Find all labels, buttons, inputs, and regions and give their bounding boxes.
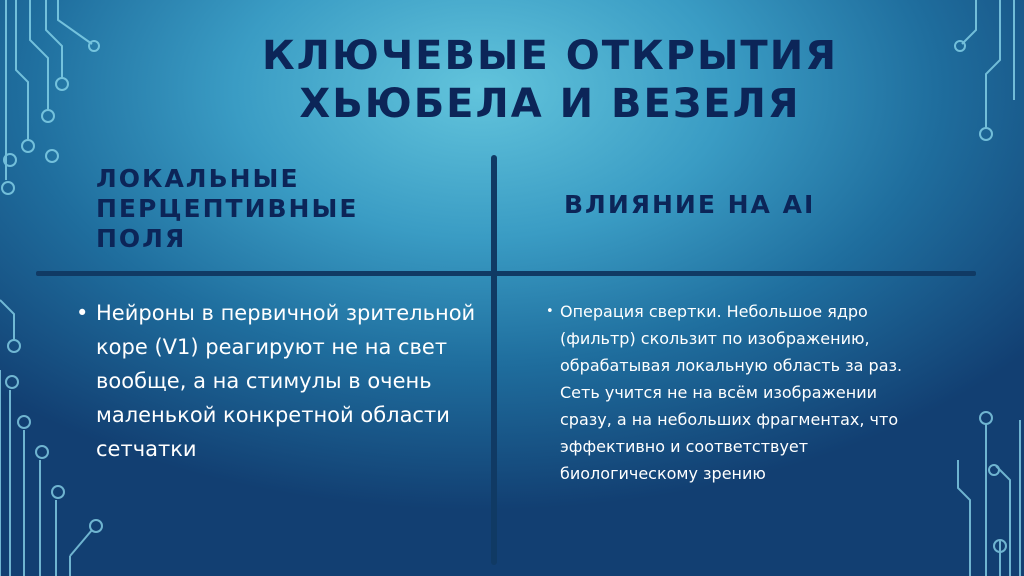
left-column-heading [96, 164, 426, 254]
left-bullet-list [72, 296, 482, 466]
right-bullet-list [544, 298, 924, 487]
horizontal-divider [36, 271, 976, 276]
title-line-2: ХЬЮБЕЛА И ВЕЗЕЛЯ [299, 81, 801, 127]
slide-title [200, 32, 900, 128]
left-heading-line-2: ПЕРЦЕПТИВНЫЕ [96, 194, 359, 223]
left-heading-line-1: ЛОКАЛЬНЫЕ [96, 164, 300, 193]
left-heading-line-3: ПОЛЯ [96, 224, 187, 253]
title-line-1: КЛЮЧЕВЫЕ ОТКРЫТИЯ [261, 33, 838, 79]
right-column-heading: ВЛИЯНИЕ НА AI [564, 190, 816, 219]
vertical-divider [491, 155, 497, 565]
left-bullet-item: • Нейроны в первичной зрительной коре (V1) реагируют не на свет вообще, а на стимулы в очень маленькой конкретной области сетчатки [72, 296, 482, 466]
right-bullet-item: • Операция свертки. Небольшое ядро (фильтр) скользит по изображению, обрабатывая локальную область за раз. Сеть учится не на всём изображении сразу, а на небольших фрагментах, что эффективно и соответствует биологическому зрению [544, 298, 924, 487]
